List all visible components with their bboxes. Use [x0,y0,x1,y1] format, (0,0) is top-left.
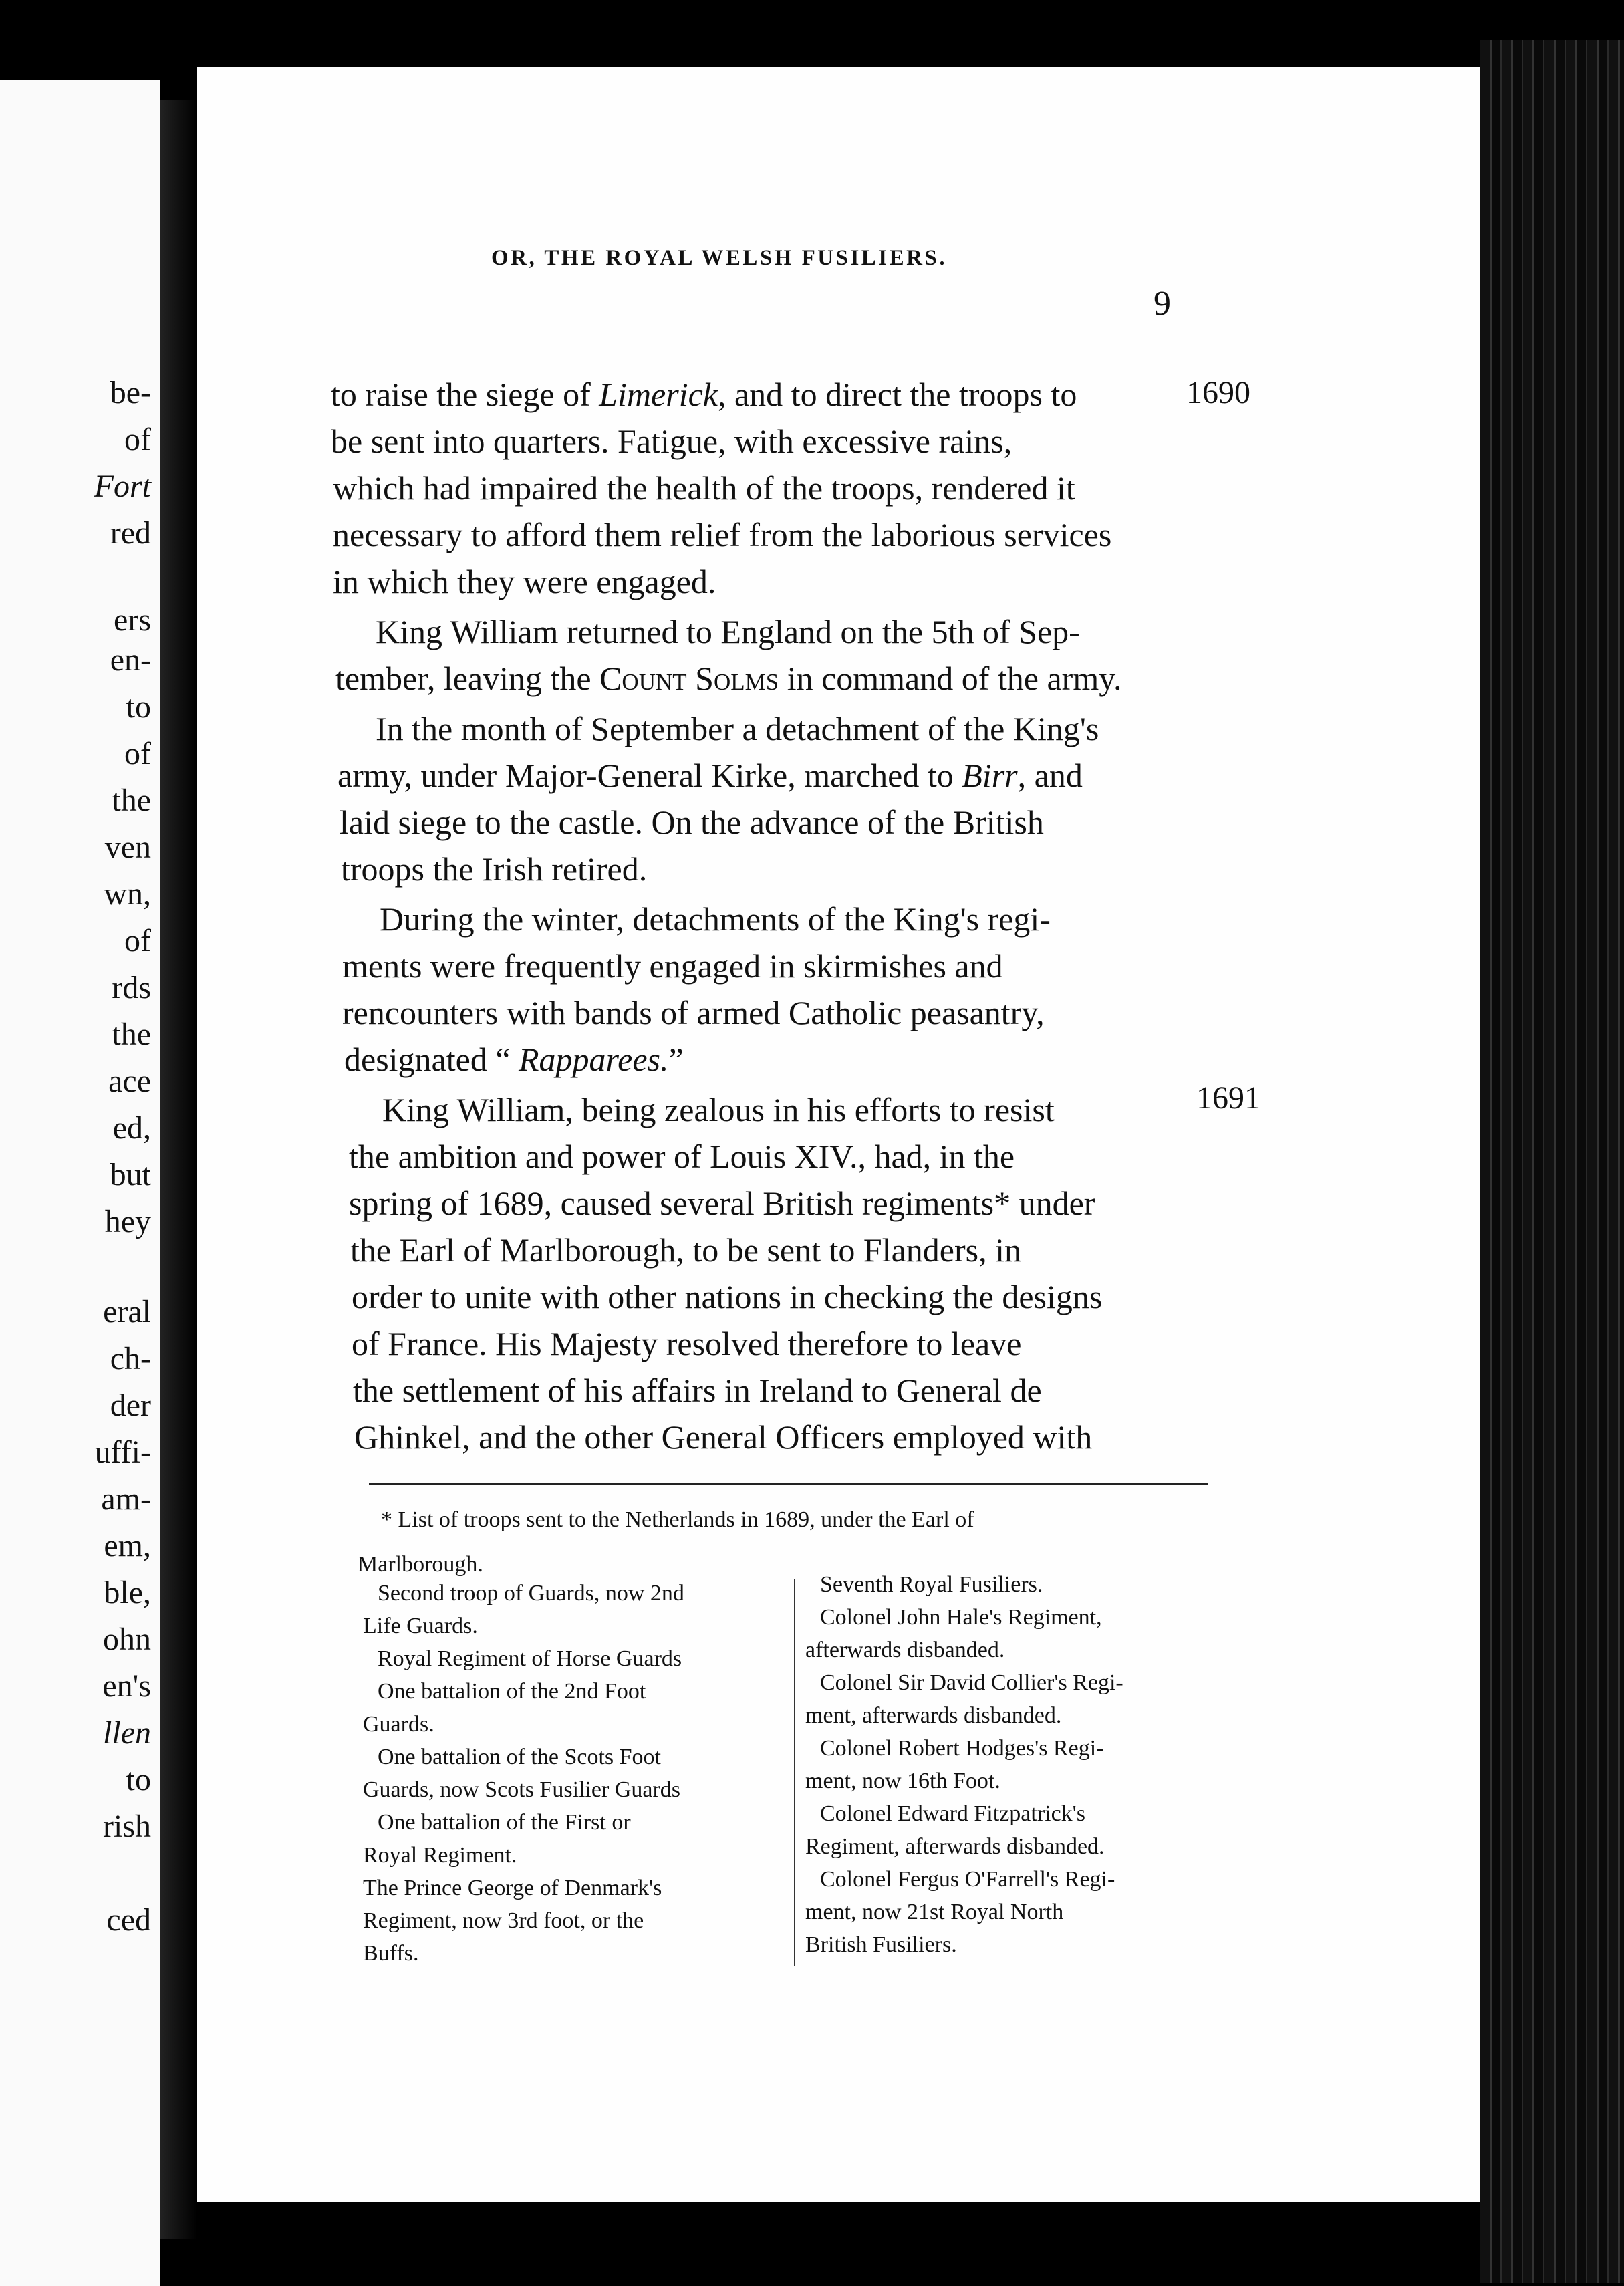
body-line: necessary to afford them relief from the laborious services [333,516,1112,553]
left-page-word: red [110,515,151,551]
left-page-word: am- [101,1481,151,1517]
footnote-intro: * List of troops sent to the Netherlands in 1689, under the Earl of [381,1507,974,1532]
book-gutter [160,100,197,2239]
left-page-word: eral [103,1294,151,1329]
footnote-line: afterwards disbanded. [805,1638,1005,1662]
footnote-line: Regiment, now 3rd foot, or the [363,1908,644,1933]
body-line: the Earl of Marlborough, to be sent to Flanders, in [350,1231,1021,1269]
left-page-word: ven [104,830,151,865]
body-line: the settlement of his affairs in Ireland to General de [353,1372,1042,1409]
left-page-word: en's [102,1668,151,1704]
running-title: OR, THE ROYAL WELSH FUSILIERS. [491,246,948,270]
footnote-line: One battalion of the Scots Foot [378,1745,662,1769]
footnote-line: Colonel Fergus O'Farrell's Regi- [820,1867,1115,1892]
left-page-word: llen [103,1715,151,1751]
footnote-line: Life Guards. [363,1614,478,1638]
left-page-word: der [110,1388,151,1423]
body-line: be sent into quarters. Fatigue, with excessive rains, [331,422,1012,460]
body-line: laid siege to the castle. On the advance of the British [340,803,1044,841]
body-line: tember, leaving the Count Solms in command of the army. [335,660,1122,697]
left-page-word: the [112,783,151,818]
footnote-line: Seventh Royal Fusiliers. [820,1572,1043,1597]
footnote-line: Royal Regiment of Horse Guards [378,1646,682,1671]
body-line: King William returned to England on the 5th of Sep- [376,613,1080,650]
body-line: In the month of September a detachment of the King's [376,710,1099,747]
left-page-word: ohn [103,1622,151,1657]
left-page-word: the [112,1017,151,1052]
body-line: King William, being zealous in his efforts to resist [382,1091,1055,1128]
footnote-column-divider [794,1579,795,1966]
body-line: of France. His Majesty resolved therefore to leave [352,1325,1022,1362]
body-line: spring of 1689, caused several British regiments* under [349,1184,1095,1222]
left-page-word: ch- [110,1341,151,1376]
footnote-line: The Prince George of Denmark's [363,1876,662,1900]
body-line: which had impaired the health of the troops, rendered it [333,469,1075,507]
footnote-rule [369,1483,1208,1485]
left-page-word: but [110,1157,151,1192]
left-page-word: of [124,923,151,959]
body-line: rencounters with bands of armed Catholic peasantry, [342,994,1045,1031]
left-page-word: of [124,736,151,771]
left-page-word: en- [110,642,151,678]
left-page-word: rds [112,970,151,1005]
footnote-line: Colonel Edward Fitzpatrick's [820,1801,1086,1826]
left-page-word: of [124,422,151,457]
body-line: ments were frequently engaged in skirmishes and [342,947,1003,985]
footnote-line: One battalion of the 2nd Foot [378,1679,646,1704]
footnote-line: British Fusiliers. [805,1932,957,1957]
margin-year-1691: 1691 [1196,1080,1260,1116]
body-line: During the winter, detachments of the King's regi- [380,900,1051,938]
footnote-line: Royal Regiment. [363,1843,517,1868]
footnote-line: ment, afterwards disbanded. [805,1703,1062,1728]
left-page-word: hey [104,1204,151,1239]
footnote-line: One battalion of the First or [378,1810,631,1835]
left-page-word: em, [104,1528,151,1563]
footnote-line: Guards, now Scots Fusilier Guards [363,1777,681,1802]
left-page-fragment [0,80,160,2286]
body-line: designated “ Rapparees.” [344,1041,684,1078]
footnote-line: Buffs. [363,1941,419,1966]
body-line: to raise the siege of Limerick, and to direct the troops to [331,376,1077,413]
left-page-word: be- [110,375,151,410]
footnote-line: ment, now 21st Royal North [805,1900,1064,1924]
footnote-line: Colonel John Hale's Regiment, [820,1605,1102,1630]
left-page-word: rish [103,1809,151,1844]
footnote-line: Colonel Sir David Collier's Regi- [820,1670,1123,1695]
body-line: army, under Major-General Kirke, marched to Birr, and [337,757,1083,794]
left-page-word: Fort [94,469,151,504]
left-page-word: ed, [112,1110,151,1146]
body-line: in which they were engaged. [333,563,716,600]
left-page-word: to [126,1762,151,1797]
footnote-line: Guards. [363,1712,434,1737]
footnote-line: Colonel Robert Hodges's Regi- [820,1736,1104,1761]
book-page-edges [1480,40,1624,2283]
left-page-word: ers [114,602,151,638]
margin-year-1690: 1690 [1186,375,1250,410]
left-page-word: ace [108,1063,151,1099]
left-page-word: uffi- [94,1434,151,1470]
body-line: Ghinkel, and the other General Officers employed with [354,1418,1093,1456]
left-page-word: ced [106,1902,151,1938]
footnote-intro: Marlborough. [358,1552,483,1577]
body-line: troops the Irish retired. [341,850,648,888]
footnote-line: Second troop of Guards, now 2nd [378,1581,684,1606]
footnote-line: ment, now 16th Foot. [805,1769,1000,1793]
left-page-word: wn, [104,876,151,912]
body-line: the ambition and power of Louis XIV., had, in the [349,1138,1015,1175]
left-page-word: to [126,689,151,725]
footnote-line: Regiment, afterwards disbanded. [805,1834,1105,1859]
body-line: order to unite with other nations in checking the designs [352,1278,1103,1315]
left-page-word: ble, [104,1575,151,1610]
page-number: 9 [1154,285,1171,323]
